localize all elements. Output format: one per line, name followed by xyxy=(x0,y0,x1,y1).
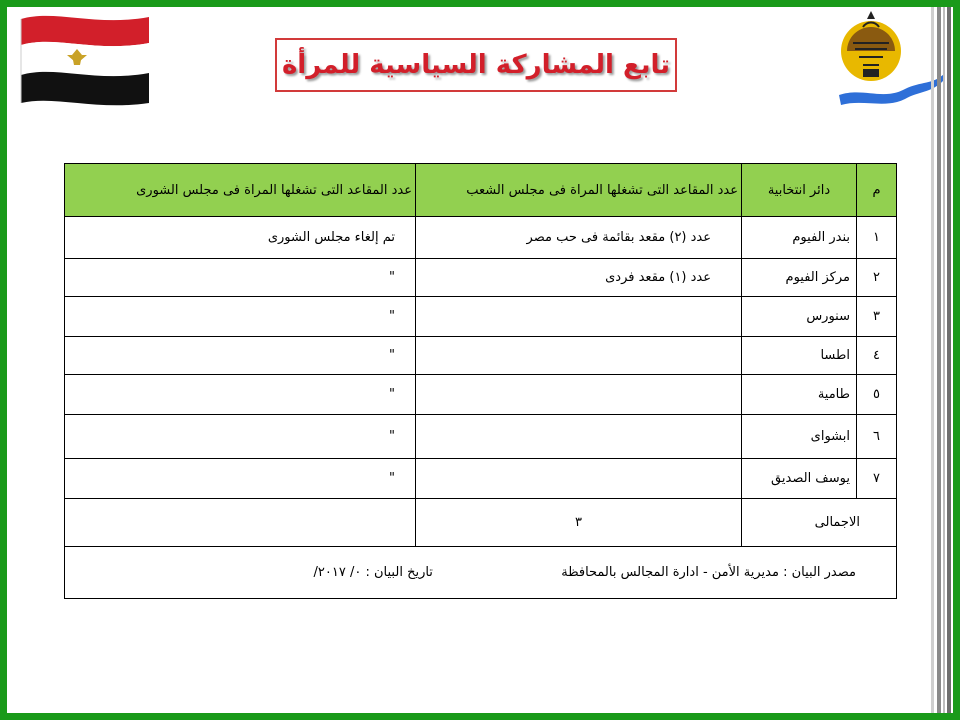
row-number: ٥ xyxy=(857,375,897,415)
table-row xyxy=(65,337,897,375)
header-district: دائر انتخابية xyxy=(742,164,857,217)
table-row xyxy=(65,375,897,415)
women-seats-table xyxy=(64,163,897,599)
row-people-assembly: عدد (١) مقعد فردى xyxy=(416,259,742,297)
row-district: سنورس xyxy=(742,297,857,337)
row-district: بندر الفيوم xyxy=(742,217,857,259)
data-date: تاريخ البيان : ٠/ ٢٠١٧/ xyxy=(313,565,433,580)
table-row xyxy=(65,217,897,259)
row-number: ٤ xyxy=(857,337,897,375)
row-number: ٧ xyxy=(857,459,897,499)
header-number: م xyxy=(857,164,897,217)
total-row xyxy=(65,499,897,547)
slide xyxy=(7,7,953,713)
row-number: ٢ xyxy=(857,259,897,297)
table-row xyxy=(65,459,897,499)
row-shura: " xyxy=(65,337,416,375)
row-shura: " xyxy=(65,259,416,297)
row-shura: " xyxy=(65,375,416,415)
row-people-assembly xyxy=(416,337,742,375)
row-people-assembly xyxy=(416,297,742,337)
total-value: ٣ xyxy=(416,499,742,547)
row-people-assembly xyxy=(416,415,742,459)
row-number: ١ xyxy=(857,217,897,259)
row-shura: " xyxy=(65,297,416,337)
row-district: مركز الفيوم xyxy=(742,259,857,297)
total-label: الاجمالى xyxy=(742,499,897,547)
table-header-row xyxy=(65,164,897,217)
row-shura: تم إلغاء مجلس الشورى xyxy=(65,217,416,259)
side-decoration-icon xyxy=(927,7,953,713)
row-district: طامية xyxy=(742,375,857,415)
page-title: تابع المشاركة السياسية للمرأة xyxy=(281,50,671,80)
header-shura: عدد المقاعد التى تشغلها المراة فى مجلس الشورى xyxy=(65,164,416,217)
row-shura: " xyxy=(65,415,416,459)
row-people-assembly xyxy=(416,459,742,499)
header-people-assembly: عدد المقاعد التى تشغلها المراة فى مجلس الشعب xyxy=(416,164,742,217)
row-number: ٦ xyxy=(857,415,897,459)
row-district: اطسا xyxy=(742,337,857,375)
egypt-flag-icon xyxy=(15,11,155,107)
table-row xyxy=(65,415,897,459)
data-source: مصدر البيان : مديرية الأمن - ادارة المجالس بالمحافظة xyxy=(561,565,856,580)
row-district: يوسف الصديق xyxy=(742,459,857,499)
row-people-assembly xyxy=(416,375,742,415)
table-row xyxy=(65,297,897,337)
total-empty-cell xyxy=(65,499,416,547)
row-number: ٣ xyxy=(857,297,897,337)
row-people-assembly: عدد (٢) مقعد بقائمة فى حب مصر xyxy=(416,217,742,259)
table-row xyxy=(65,259,897,297)
source-cell xyxy=(65,547,897,599)
source-row xyxy=(65,547,897,599)
title-box xyxy=(275,38,677,92)
row-district: ابشواى xyxy=(742,415,857,459)
row-shura: " xyxy=(65,459,416,499)
